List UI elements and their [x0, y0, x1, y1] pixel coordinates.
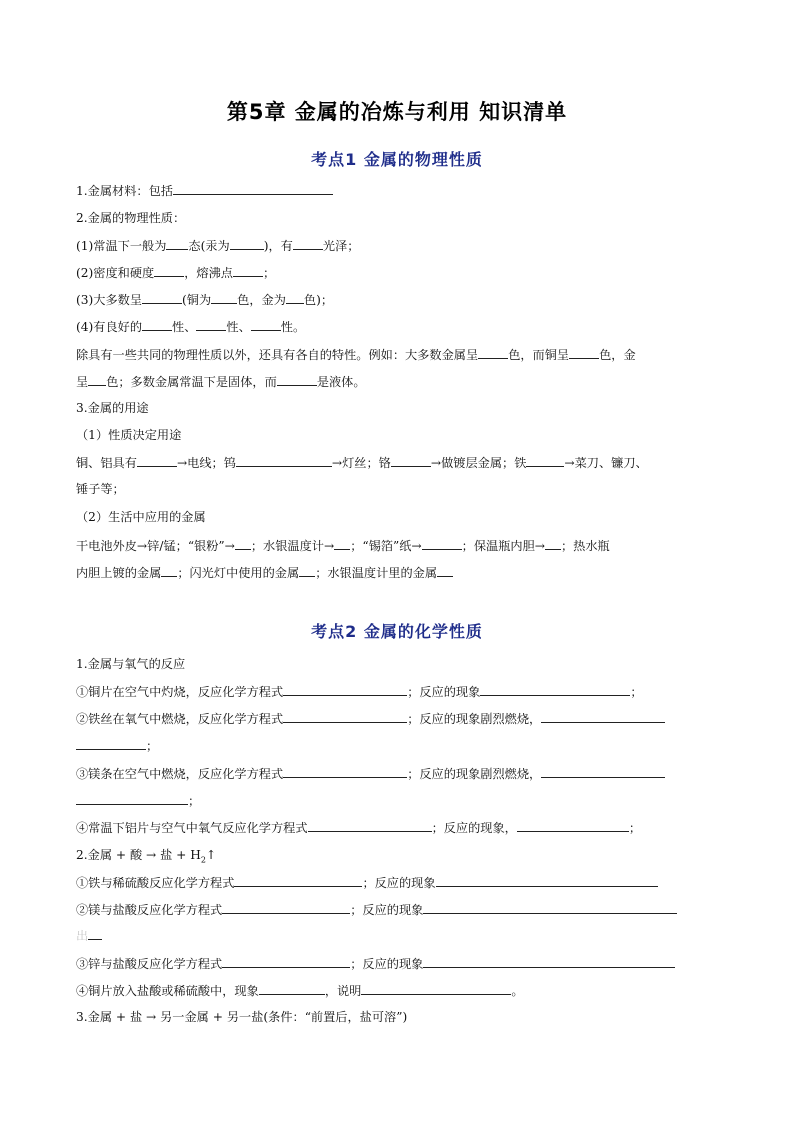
- answer-blank[interactable]: [391, 453, 431, 467]
- s1-line-2: [76, 209, 721, 227]
- page-title: 第5章 金属的冶炼与利用 知识清单: [226, 100, 568, 124]
- s2-line-2: [76, 682, 721, 701]
- answer-blank[interactable]: [234, 873, 362, 887]
- s1-line-9: [76, 399, 721, 417]
- s1-line-15: [76, 563, 721, 582]
- answer-blank[interactable]: [283, 682, 407, 696]
- section-2-heading: 考点2 金属的化学性质: [311, 622, 483, 641]
- answer-blank[interactable]: [222, 954, 350, 968]
- s2-line-4: [76, 736, 721, 755]
- text: 锤子等；: [76, 482, 125, 496]
- answer-blank[interactable]: [480, 682, 630, 696]
- text: 1.金属与氧气的反应: [76, 657, 186, 671]
- text: ；保温瓶内胆→: [461, 539, 545, 553]
- text: 色，金: [599, 348, 636, 362]
- answer-blank[interactable]: [541, 764, 665, 778]
- text: ④常温下铝片与空气中氧气反应化学方程式: [76, 821, 308, 835]
- text: →做镀层金属；铁: [430, 456, 527, 470]
- text: ，说明: [324, 984, 362, 998]
- text: 呈: [76, 375, 89, 389]
- answer-blank[interactable]: [173, 181, 333, 195]
- text: 光泽；: [322, 239, 360, 253]
- answer-blank[interactable]: [422, 536, 462, 550]
- text: 2.金属的物理性质：: [76, 211, 186, 225]
- answer-blank[interactable]: [277, 372, 317, 386]
- s1-line-13: [76, 508, 721, 526]
- text: ；: [146, 739, 159, 753]
- text: 色；多数金属常温下是固体，而: [106, 375, 277, 389]
- s1-line-1: [76, 181, 721, 200]
- text: 性、: [226, 320, 251, 334]
- s2-line-7: [76, 818, 721, 837]
- text: ；闪光灯中使用的金属: [177, 566, 300, 580]
- s1-line-5: [76, 290, 721, 309]
- answer-blank[interactable]: [283, 764, 407, 778]
- s2-line-10: [76, 900, 721, 919]
- subscript: 2: [200, 855, 206, 865]
- answer-blank[interactable]: [222, 900, 350, 914]
- text: 3.金属的用途: [76, 401, 149, 415]
- text: 色，金为: [237, 293, 286, 307]
- s2-line-11: [76, 926, 721, 945]
- text: 内胆上镀的金属: [76, 566, 162, 580]
- text: (4)有良好的: [76, 320, 143, 334]
- text: ；反应的现象: [362, 876, 436, 890]
- text: (铜为: [182, 293, 212, 307]
- answer-blank[interactable]: [545, 536, 561, 550]
- answer-blank[interactable]: [161, 563, 177, 577]
- answer-blank[interactable]: [478, 345, 508, 359]
- answer-blank[interactable]: [166, 236, 188, 250]
- s1-line-14: [76, 536, 721, 555]
- text: 干电池外皮→锌/锰；“银粉”→: [76, 539, 235, 553]
- text: 3.金属 + 盐 → 另一金属 + 另一盐(条件：“前置后，盐可溶”): [76, 1010, 408, 1024]
- text: ；反应的现象，: [431, 821, 517, 835]
- answer-blank[interactable]: [308, 818, 432, 832]
- text: 除具有一些共同的物理性质以外，还具有各自的特性。例如：大多数金属呈: [76, 348, 479, 362]
- answer-blank[interactable]: [423, 954, 675, 968]
- text: 态(汞为: [188, 239, 230, 253]
- text: ；: [630, 685, 643, 699]
- answer-blank[interactable]: [541, 709, 665, 723]
- text: 1.金属材料：包括: [76, 184, 173, 198]
- s2-line-1: [76, 655, 721, 673]
- s2-line-6: [76, 791, 721, 810]
- text: ②镁与盐酸反应化学方程式: [76, 903, 223, 917]
- text: 2.金属 + 酸 → 盐 + H: [76, 848, 201, 862]
- text: ②铁丝在氧气中燃烧，反应化学方程式: [76, 712, 284, 726]
- answer-blank[interactable]: [196, 317, 226, 331]
- s1-line-10: [76, 426, 721, 444]
- text: ④铜片放入盐酸或稀硫酸中，现象: [76, 984, 259, 998]
- answer-blank[interactable]: [361, 981, 511, 995]
- text: 性。: [280, 320, 306, 334]
- answer-blank[interactable]: [137, 453, 177, 467]
- text: →灯丝；铬: [331, 456, 391, 470]
- text: )，有: [263, 239, 293, 253]
- text: 。: [511, 984, 524, 998]
- text: ↑: [205, 848, 217, 862]
- text: ；反应的现象剧烈燃烧，: [407, 712, 542, 726]
- text: 是液体。: [316, 375, 366, 389]
- s1-line-8: [76, 372, 721, 391]
- text: ；反应的现象: [407, 685, 481, 699]
- text: ；反应的现象: [350, 903, 424, 917]
- answer-blank[interactable]: [76, 736, 146, 750]
- answer-blank[interactable]: [251, 317, 281, 331]
- answer-blank[interactable]: [283, 709, 407, 723]
- text: ③锌与盐酸反应化学方程式: [76, 957, 223, 971]
- s2-line-8: [76, 846, 721, 869]
- answer-blank[interactable]: [293, 236, 323, 250]
- text: ，熔沸点: [184, 266, 233, 280]
- answer-blank[interactable]: [569, 345, 599, 359]
- text: ；: [628, 821, 642, 835]
- answer-blank[interactable]: [230, 236, 264, 250]
- text: ①铜片在空气中灼烧，反应化学方程式: [76, 685, 284, 699]
- s2-line-14: [76, 1008, 721, 1026]
- answer-blank[interactable]: [517, 818, 629, 832]
- s1-line-7: [76, 345, 721, 364]
- text: ；: [262, 266, 276, 280]
- text: ；反应的现象剧烈燃烧，: [407, 767, 542, 781]
- text: →电线；钨: [176, 456, 236, 470]
- text: (2)密度和硬度: [76, 266, 155, 280]
- text: （1）性质决定用途: [76, 428, 182, 442]
- answer-blank[interactable]: [211, 290, 237, 304]
- answer-blank[interactable]: [286, 290, 304, 304]
- answer-blank[interactable]: [154, 263, 184, 277]
- text: 色，而铜呈: [508, 348, 570, 362]
- answer-blank[interactable]: [334, 536, 350, 550]
- text: ；水银温度计里的金属: [315, 566, 438, 580]
- text: 性、: [172, 320, 197, 334]
- text: (1)常温下一般为: [76, 239, 167, 253]
- s2-line-13: [76, 981, 721, 1000]
- answer-blank[interactable]: [142, 317, 172, 331]
- s1-line-11: [76, 453, 721, 472]
- s2-line-5: [76, 764, 721, 783]
- s1-line-6: [76, 317, 721, 336]
- text: 色)；: [303, 293, 334, 307]
- text: （2）生活中应用的金属: [76, 510, 206, 524]
- text: 铜、铝具有: [76, 456, 137, 470]
- text: ③镁条在空气中燃烧，反应化学方程式: [76, 767, 284, 781]
- answer-blank[interactable]: [236, 453, 332, 467]
- s1-line-12: [76, 480, 721, 498]
- answer-blank[interactable]: [526, 453, 564, 467]
- s2-line-12: [76, 954, 721, 973]
- s1-line-4: [76, 263, 721, 282]
- answer-blank[interactable]: [233, 263, 263, 277]
- section-1-heading: 考点1 金属的物理性质: [311, 150, 483, 169]
- text: ；反应的现象: [350, 957, 424, 971]
- text: ①铁与稀硫酸反应化学方程式: [76, 876, 235, 890]
- s2-line-9: [76, 873, 721, 892]
- answer-blank[interactable]: [235, 536, 251, 550]
- text: →菜刀、镰刀、: [564, 456, 648, 470]
- answer-blank[interactable]: [259, 981, 325, 995]
- text: ；水银温度计→: [250, 539, 335, 553]
- faint-text: 出: [76, 929, 89, 943]
- answer-blank[interactable]: [88, 926, 102, 940]
- answer-blank[interactable]: [299, 563, 315, 577]
- answer-blank[interactable]: [423, 900, 677, 914]
- answer-blank[interactable]: [436, 873, 658, 887]
- text: ；热水瓶: [561, 539, 610, 553]
- answer-blank[interactable]: [76, 791, 188, 805]
- text: ；: [188, 794, 201, 808]
- text: (3)大多数呈: [76, 293, 143, 307]
- s2-line-3: [76, 709, 721, 728]
- answer-blank[interactable]: [437, 563, 453, 577]
- answer-blank[interactable]: [88, 372, 106, 386]
- answer-blank[interactable]: [142, 290, 182, 304]
- s1-line-3: [76, 236, 721, 255]
- text: ；“锡箔”纸→: [350, 539, 422, 553]
